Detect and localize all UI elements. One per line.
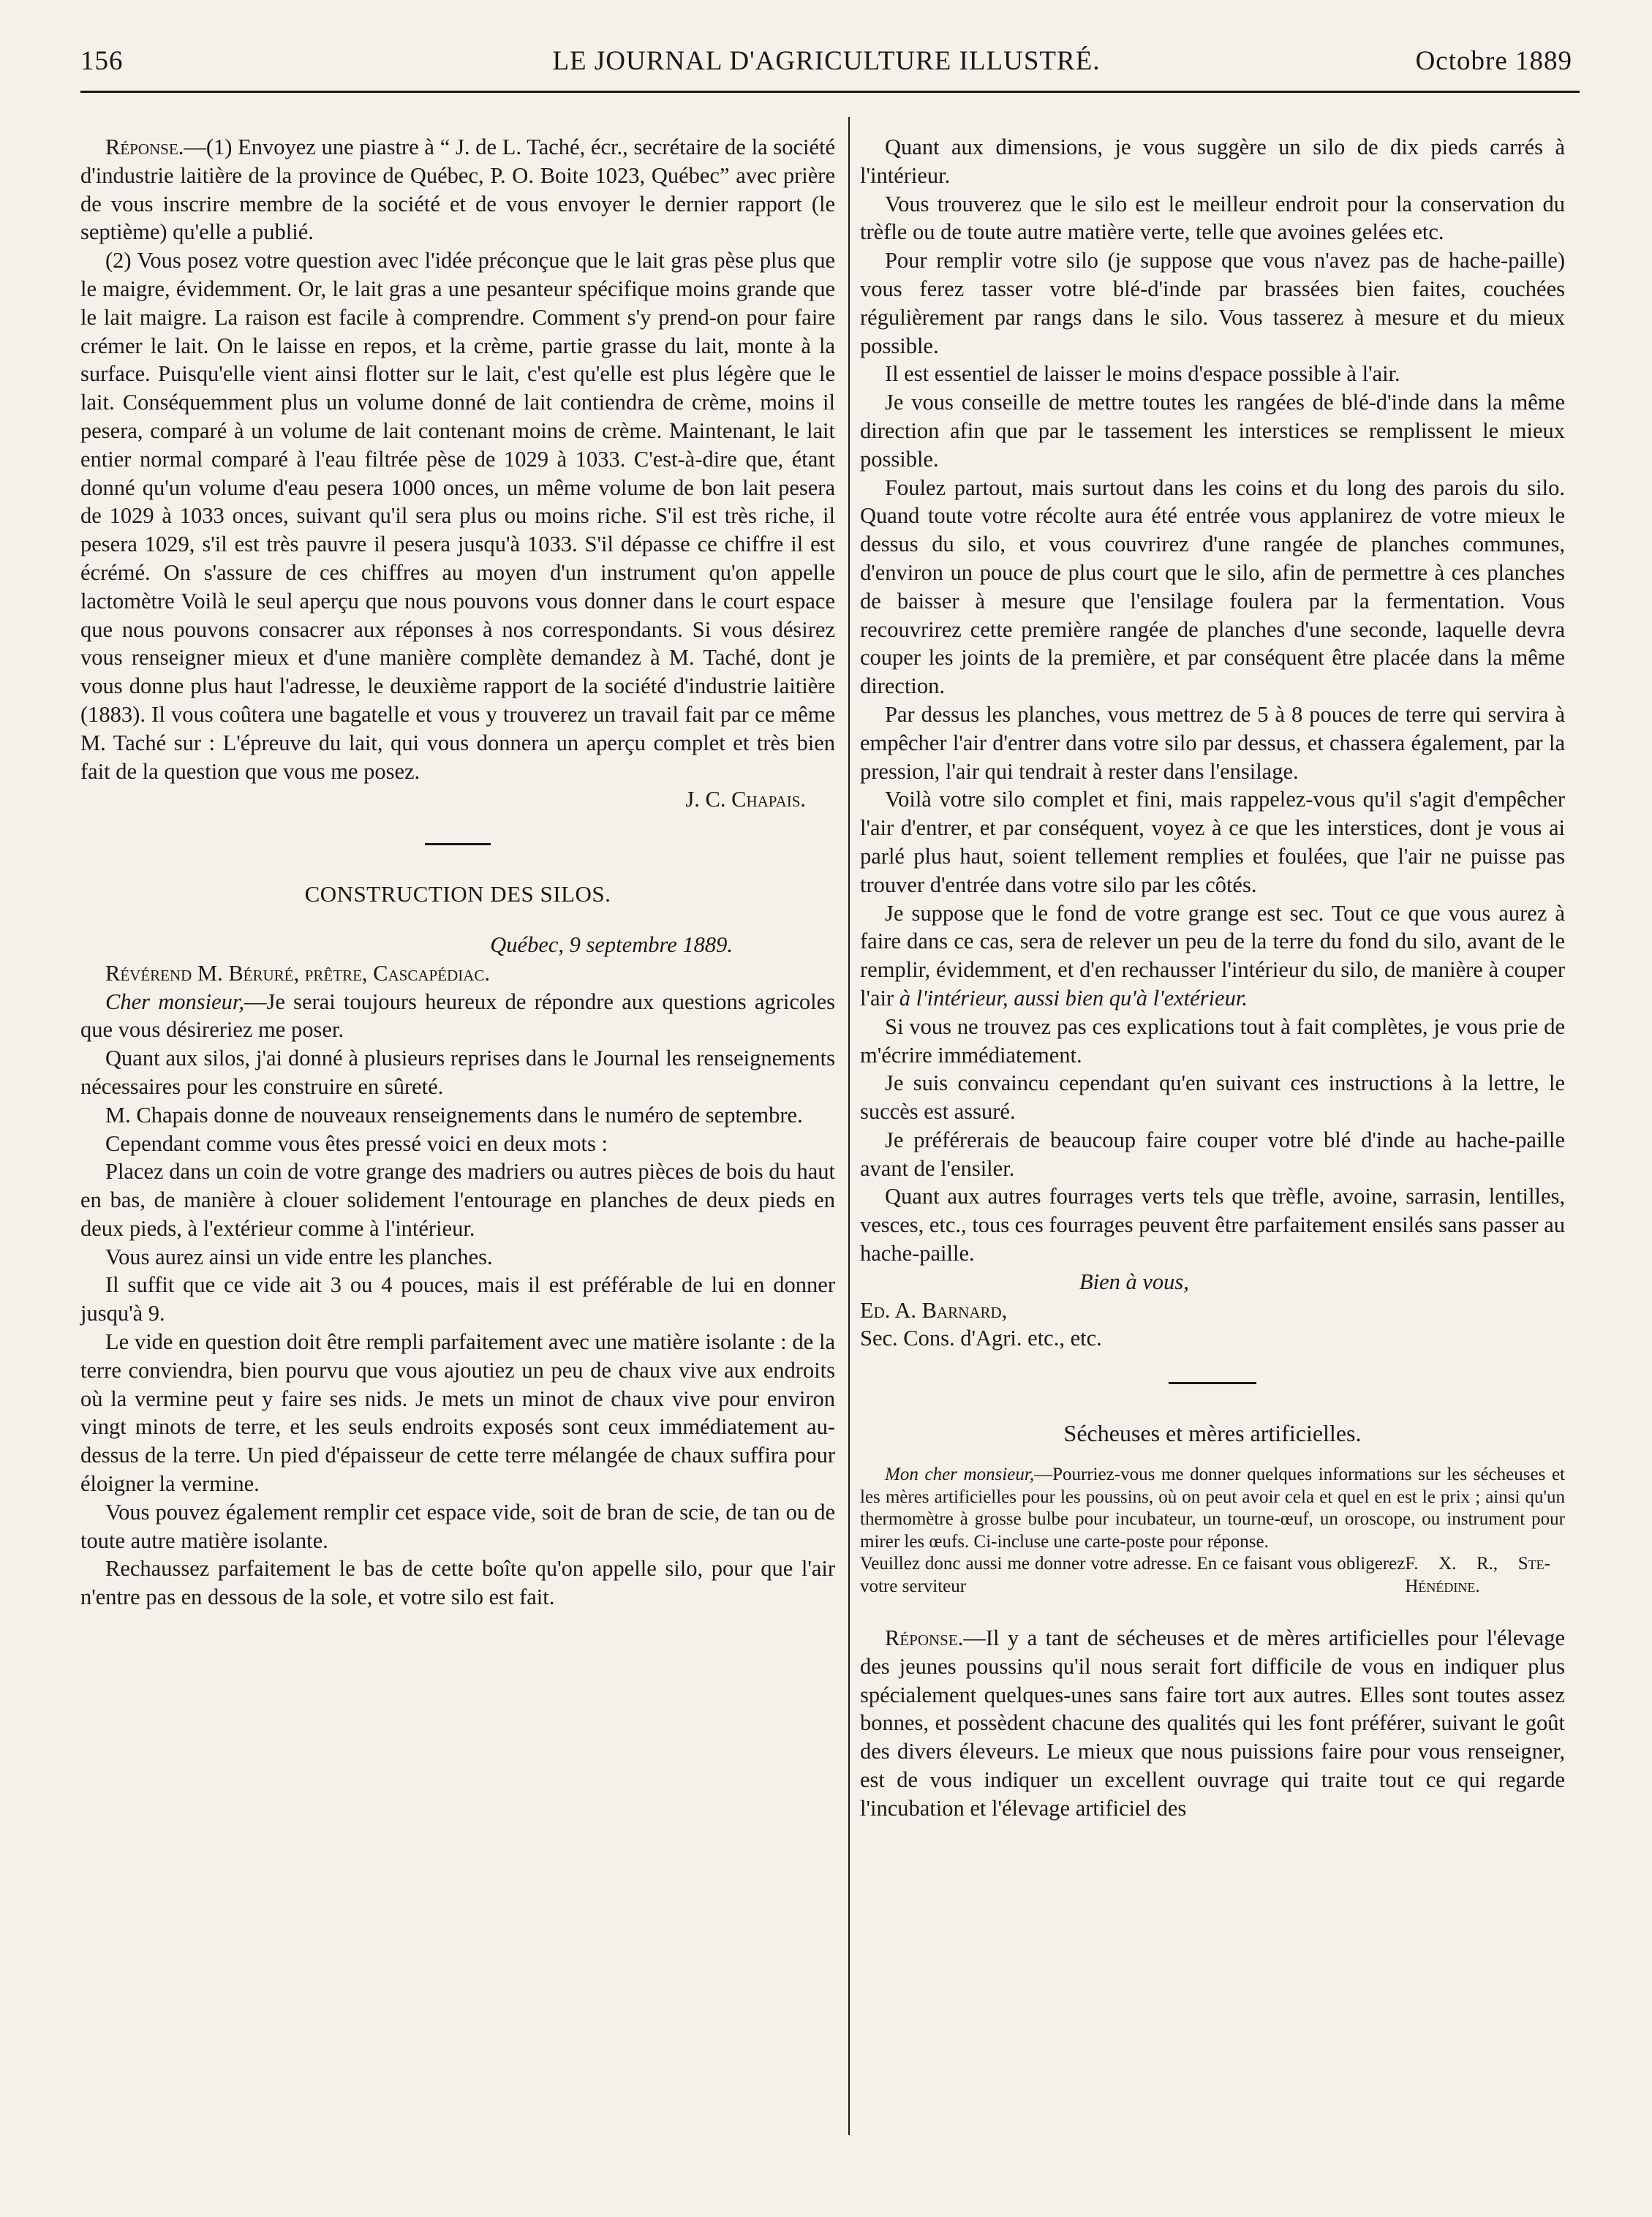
section-title-silos: CONSTRUCTION DES SILOS.	[304, 881, 611, 907]
paragraph: Quant aux autres fourrages verts tels que trèfle, avoine, sarrasin, lentilles, vesces, etc., tous ces fourrages peuvent être parfaitement ensilés sans passer au hache-paille.	[860, 1184, 1565, 1266]
paragraph: Je suis convaincu cependant qu'en suivant ces instructions à la lettre, le succès est assuré.	[860, 1070, 1565, 1125]
reponse-2: (2) Vous posez votre question avec l'idée préconçue que le lait gras pèse plus que le maigre, évidemment. Or, le lait gras a une pesanteur spécifique moins grande que le lait maigre. La raison est facile à comprendre. Comment s'y prend-on pour faire crémer le lait. On le laisse en repos, et la crème, partie grasse du lait, monte à la surface. Puisqu'elle vient ainsi flotter sur le lait, c'est qu'elle est plus légère que le lait. Conséquemment plus un volume donné de lait contiendra de crème, moins il pesera, comparé à un volume de lait contenant moins de crème. Maintenant, le lait entier normal comparé à l'eau filtrée pèse de 1029 à 1033. C'est-à-dire que, étant donné qu'un volume d'eau pesera 1000 onces, un même volume de bon lait pesera de 1029 à 1033 onces, suivant qu'il sera plus ou moins riche. S'il est très riche, il pesera 1029, s'il est très pauvre il pesera jusqu'à 1033. S'il dépasse ce chiffre il est écrémé. On s'assure de ces chiffres au moyen d'un instrument qu'on appelle lactomètre Voilà le seul aperçu que nous pouvons vous donner dans le court espace que nous pouvons consacrer aux réponses à nos correspondants. Si vous désirez vous renseigner mieux et d'une manière complète demandez à M. Taché, dont je vous donne plus haut l'adresse, le deuxième rapport de la société d'industrie laitière (1883). Il vous coûtera une bagatelle et vous y trouverez un travail fait par ce même M. Taché sur : L'épreuve du lait, qui vous donnera un aperçu complet et très bien fait de la question que vous me posez.	[80, 248, 835, 784]
paragraph	[860, 899, 1565, 1013]
paragraph: Foulez partout, mais surtout dans les coins et du long des parois du silo. Quand toute votre récolte aura été entrée vous applanirez de votre mieux le dessus du silo, et vous couvrirez d'une rangée de planches communes, d'environ un pouce de plus court que le silo, afin de permettre à ces planches de baisser à mesure que l'ensilage foulera par la fermentation. Vous recouvrirez cette première rangée de planches d'une seconde, laquelle devra couper les joints de la première, et par conséquent être placée dans la même direction.	[860, 475, 1565, 699]
section-separator	[1169, 1382, 1256, 1384]
signature-barnard-title: Sec. Cons. d'Agri. etc., etc.	[860, 1326, 1102, 1351]
paragraph: Je préférerais de beaucoup faire couper votre blé d'inde au hache-paille avant de l'ensiler.	[860, 1127, 1565, 1181]
paragraph-text: —Je serai toujours heureux de répondre aux questions agricoles que vous désireriez me poser.	[80, 989, 835, 1043]
salutation: Cher monsieur,	[105, 989, 244, 1014]
paragraph: Je vous conseille de mettre toutes les rangées de blé-d'inde dans la même direction afin que par le tassement les interstices se remplissent le mieux possible.	[860, 390, 1565, 472]
journal-title: LE JOURNAL D'AGRICULTURE ILLUSTRÉ.	[552, 46, 1101, 76]
letter-closing	[860, 1553, 1565, 1598]
paragraph: Placez dans un coin de votre grange des madriers ou autres pièces de bois du haut en bas, de manière à clouer solidement l'entourage en planches de deux pieds en deux pieds, à l'extérieur comme à l'intérieur.	[80, 1159, 835, 1241]
paragraph: M. Chapais donne de nouveaux renseignements dans le numéro de septembre.	[105, 1102, 803, 1128]
issue-date: Octobre 1889	[1415, 46, 1572, 76]
right-column	[860, 133, 1565, 1823]
paragraph: Rechaussez parfaitement le bas de cette boîte qu'on appelle silo, pour que l'air n'entre pas en dessous de la sole, et votre silo est fait.	[80, 1556, 835, 1610]
header-rule	[80, 91, 1580, 93]
paragraph-emphasis: à l'intérieur, aussi bien qu'à l'extérieur.	[899, 985, 1248, 1011]
reponse-label: Réponse.	[885, 1625, 964, 1651]
closing: Bien à vous,	[1079, 1269, 1189, 1294]
paragraph: Vous pouvez également remplir cet espace vide, soit de bran de scie, de tan ou de toute autre matière isolante.	[80, 1499, 835, 1553]
paragraph: Par dessus les planches, vous mettrez de 5 à 8 pouces de terre qui servira à empêcher l'air d'entrer dans votre silo par dessus, et chassera également, par la pression, l'air qui tendrait à rester dans l'ensilage.	[860, 701, 1565, 784]
letter-text: —Pourriez-vous me donner quelques informations sur les sécheuses et les mères artificielles pour les poussins, où on peut avoir cela et quel en est le prix ; ainsi qu'un thermomètre à grosse bulbe pour incubateur, un tourne-œuf, un oroscope, ou instrument pour mirer les œufs. Ci-incluse une carte-poste pour réponse.	[860, 1465, 1566, 1552]
left-column	[80, 133, 835, 1612]
paragraph-text: Je suppose que le fond de votre grange est sec. Tout ce que vous aurez à faire dans ce cas, sera de relever un peu de la terre du fond du silo, avant de le remplir, évidemment, et d'en rechausser l'intérieur du silo, de manière à couper l'air	[860, 900, 1565, 1011]
reponse-text: —Il y a tant de sécheuses et de mères artificielles pour l'élevage des jeunes poussins qu'il nous serait fort difficile de vous en indiquer plus spécialement quelques-unes sans faire tort aux autres. Elles sont toutes assez bonnes, et possèdent chacune des qualités qui les font préférer, suivant le goût des divers éleveurs. Le mieux que nous puissions faire pour vous renseigner, est de vous indiquer un excellent ouvrage qui traite tout ce qui regarde l'incubation et l'élevage artificiel des	[860, 1625, 1565, 1821]
signature-chapais: J. C. Chapais.	[685, 787, 806, 812]
column-divider	[848, 117, 850, 2135]
reader-letter	[860, 1464, 1565, 1598]
reponse-1-text: —(1) Envoyez une piastre à “ J. de L. Taché, écr., secrétaire de la société d'industrie laitière de la province de Québec, P. O. Boite 1023, Québec” avec prière de vous inscrire membre de la société et de vous envoyer le dernier rapport (le septième) qu'elle a publié.	[80, 135, 835, 245]
reponse-label: Réponse.	[105, 135, 184, 159]
paragraph: Pour remplir votre silo (je suppose que vous n'avez pas de hache-paille) vous ferez tasser votre blé-d'inde par brassées bien faites, couchées régulièrement par rangs dans le silo. Vous tasserez à mesure et du mieux possible.	[860, 248, 1565, 358]
section-title-secheuses: Sécheuses et mères artificielles.	[1063, 1420, 1362, 1447]
paragraph: Cependant comme vous êtes pressé voici en deux mots :	[105, 1130, 608, 1156]
letter-salutation: Mon cher monsieur,	[885, 1465, 1035, 1485]
dateline: Québec, 9 septembre 1889.	[490, 932, 733, 957]
paragraph	[80, 988, 835, 1045]
paragraph: Quant aux silos, j'ai donné à plusieurs reprises dans le Journal les renseignements nécessaires pour les construire en sûreté.	[80, 1046, 835, 1099]
paragraph: Il suffit que ce vide ait 3 ou 4 pouces, mais il est préférable de lui en donner jusqu'à 9.	[80, 1272, 835, 1326]
paragraph: Vous trouverez que le silo est le meilleur endroit pour la conservation du trèfle ou de toute autre matière verte, telle que avoines gelées etc.	[860, 191, 1565, 245]
signature-barnard-name: Ed. A. Barnard,	[860, 1297, 1008, 1323]
paragraph: Vous aurez ainsi un vide entre les planches.	[105, 1244, 493, 1269]
addressee: Révérend M. Béruré, prêtre, Cascapédiac.	[105, 960, 491, 986]
paragraph: Si vous ne trouvez pas ces explications tout à fait complètes, je vous prie de m'écrire immédiatement.	[860, 1013, 1565, 1068]
reponse-1	[80, 133, 835, 246]
letter-signature: F. X. R., Ste-Hénédine.	[1405, 1554, 1550, 1596]
reponse-secheuses	[860, 1624, 1565, 1823]
section-separator	[425, 843, 491, 845]
paragraph: Quant aux dimensions, je vous suggère un silo de dix pieds carrés à l'intérieur.	[860, 135, 1565, 188]
letter-text: Veuillez donc aussi me donner votre adresse. En ce faisant vous obligerez votre serviteur	[860, 1554, 1406, 1596]
page-number: 156	[80, 46, 124, 76]
paragraph: Voilà votre silo complet et fini, mais rappelez-vous qu'il s'agit d'empêcher l'air d'entrer, et par conséquent, voyez à ce que les interstices, dont je vous ai parlé plus haut, soient tellement remplies et foulées, que l'air ne puisse pas trouver d'entrée dans votre silo par les côtés.	[860, 787, 1565, 897]
page-header	[80, 45, 1572, 89]
paragraph: Il est essentiel de laisser le moins d'espace possible à l'air.	[885, 361, 1400, 387]
letter-paragraph	[860, 1464, 1565, 1553]
paragraph: Le vide en question doit être rempli parfaitement avec une matière isolante : de la terre conviendra, bien pourvu que vous ajoutiez un peu de chaux vive aux endroits où la vermine peut y faire ses nids. Je mets un minot de chaux vive pour environ vingt minots de terre, et les seuls endroits exposés sont ceux immédiatement au-dessus de la terre. Un pied d'épaisseur de cette terre mélangée de chaux suffira pour éloigner la vermine.	[80, 1329, 835, 1497]
